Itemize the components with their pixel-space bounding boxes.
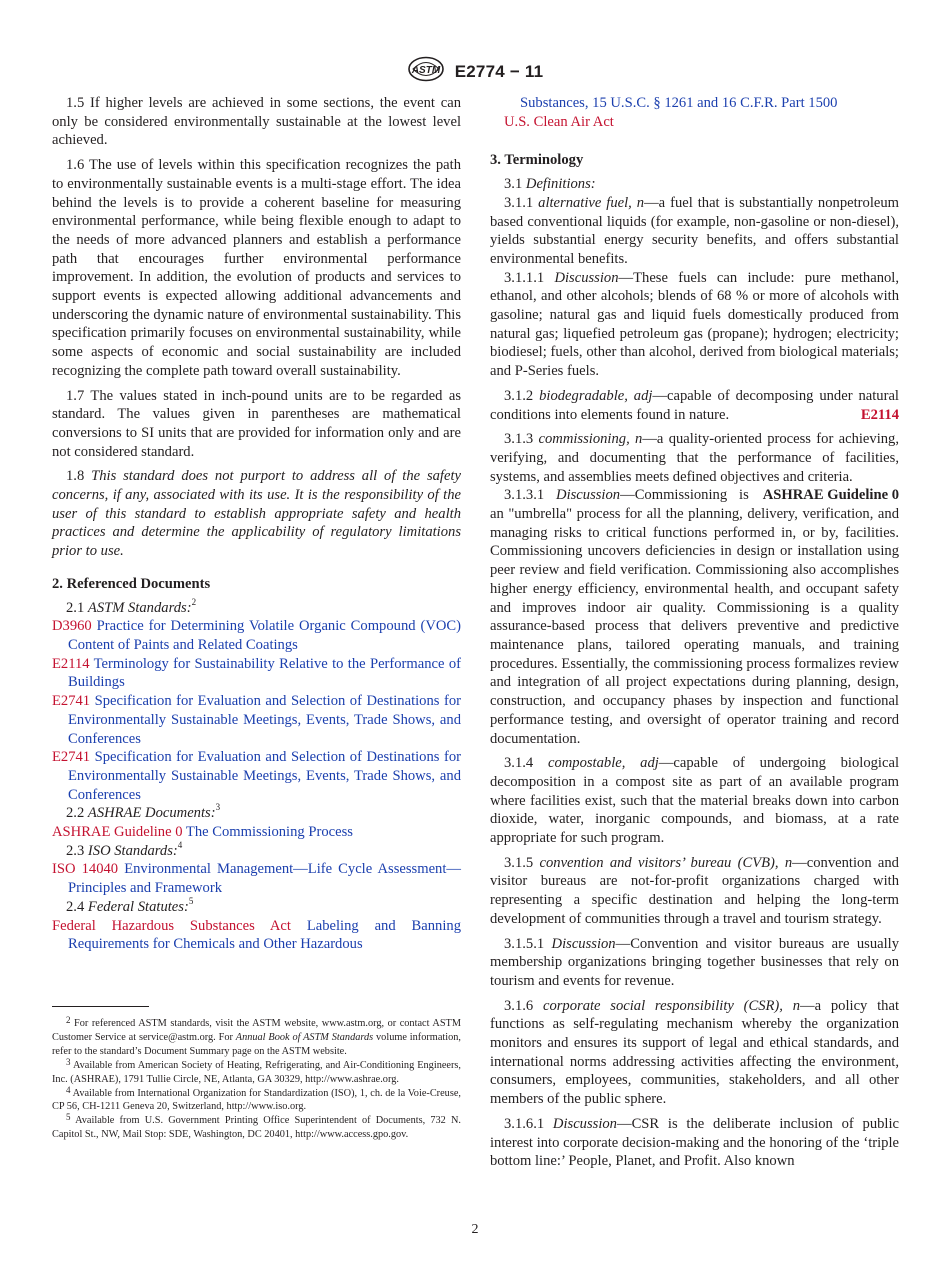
paragraph-1-5: 1.5 If higher levels are achieved in some sections, the event can only be considered environmentally sustainable at the lowest level achieved. <box>52 95 461 149</box>
footnote-2: $^2$ For referenced ASTM standards, visit the ASTM website, www.astm.org, or contact ASTM Customer Service at service@astm.org. For Annual Book of ASTM Standards volume information, refer to the standard’s Document Summary page on the ASTM website. <box>52 1015 461 1057</box>
reference-e2741-duplicate[interactable]: E2741 Specification for Evaluation and Selection of Destinations for Environmentally Sustainable Meetings, Events, Trade Shows, and Conferences <box>52 749 461 803</box>
astm-logo-icon <box>407 56 445 87</box>
paragraph-number: 1.8 <box>66 468 85 485</box>
definition-compostable: 3.1.4 compostable, adj—capable of undergoing biological decomposition in a compost site as part of an available program where facilities exist, such that the material breaks down into carbon dioxide, water, inorganic compounds, and biomass, at a rate appropriate for such program. <box>490 755 899 847</box>
svg-text:ASTM: ASTM <box>411 65 440 76</box>
reference-e2114[interactable]: E2114 Terminology for Sustainability Relative to the Performance of Buildings <box>52 655 461 691</box>
footnote-4: $^4$ Available from International Organization for Standardization (ISO), 1, ch. de la Voie-Creuse, CP 56, CH-1211 Geneva 20, Switzerland, http://www.iso.org. <box>52 1084 461 1113</box>
definition-cvb: 3.1.5 convention and visitors’ bureau (CVB), n—convention and visitor bureaus are not-for-profit organizations charged with representing a specific destination and helping the long-term development of communities through a travel and tourism strategy. <box>490 854 899 927</box>
reference-e2741[interactable]: E2741 Specification for Evaluation and Selection of Destinations for Environmentally Sustainable Meetings, Events, Trade Shows, and Conferences <box>52 693 461 747</box>
right-column <box>490 94 899 1177</box>
reference-iso-14040[interactable]: ISO 14040 Environmental Management—Life Cycle Assessment—Principles and Framework <box>52 861 461 897</box>
left-column <box>52 94 461 954</box>
reference-federal-hazardous-substances-act[interactable]: Federal Hazardous Substances Act Labeling and Banning Requirements for Chemicals and Other Hazardous <box>52 917 461 953</box>
paragraph-1-6: 1.6 The use of levels within this specification recognizes the path to environmentally sustainable events is a multi-stage effort. The idea behind the levels is to provide a coherent baseline for measuring environmental performance, while being flexible enough to adapt to the needs of more advanced planners and establish a performance path that encourages further environmental performance improvement. In addition, the evolution of products and services to support events is expected allowing additional advancements and underscoring the dynamic nature of environmental sustainability. This specification primarily focuses on environmental sustainability, while some aspects of economic and social sustainability are included recognizing the complete path toward overall sustainability. <box>52 157 461 379</box>
paragraph-1-8 <box>52 467 461 561</box>
reference-federal-hazardous-continued[interactable]: Substances, 15 U.S.C. § 1261 and 16 C.F.R. Part 1500 <box>520 95 838 111</box>
discussion-cvb: 3.1.5.1 Discussion—Convention and visitor bureaus are usually membership organizations bringing together businesses that rely on tourism and events for revenue. <box>490 935 899 989</box>
reference-d3960[interactable]: D3960 Practice for Determining Volatile Organic Compound (VOC) Content of Paints and Related Coatings <box>52 618 461 653</box>
subsection-federal-statutes: 2.4 Federal Statutes:$^5$ <box>66 895 194 915</box>
footnote-5: $^5$ Available from U.S. Government Printing Office Superintendent of Documents, 732 N. Capitol St., NW, Mail Stop: SDE, Washington, DC 20401, http://www.access.gpo.gov. <box>52 1112 461 1141</box>
page-number: 2 <box>471 1222 479 1237</box>
footnote-3: $^3$ Available from American Society of Heating, Refrigerating, and Air-Conditioning Engineers, Inc. (ASHRAE), 1791 Tullie Circle, NE, Atlanta, GA 30329, http://www.ashrae.org. <box>52 1056 461 1085</box>
reference-clean-air-act[interactable]: U.S. Clean Air Act <box>504 113 614 130</box>
subsection-definitions: 3.1 Definitions: <box>504 176 596 193</box>
reference-tag-ashrae: ASHRAE Guideline 0 <box>762 487 899 504</box>
footnote-rule <box>52 1006 149 1007</box>
discussion-commissioning: 3.1.3.1 Discussion—Commissioning is an "umbrella" process for all the planning, delivery, verification, and managing risks to critical functions performed in, or by, facilities. Commissioning uncovers deficiencies in design or installation using peer review and field verification. Commissioning also accomplishes higher energy efficiency, environmental health, and occupant safety and improves indoor air quality. Commissioning is a quality assurance-based process that delivers preventive and predictive maintenance plans, tailored operating manuals, and training procedures. Essentially, the commissioning process formalizes review and integration of all project expectations during planning, design, construction, and occupancy phases by inspection and functional performance testing, and oversight of operator training and record documentation. <box>490 487 899 747</box>
definition-commissioning: 3.1.3 commissioning, n—a quality-oriented process for achieving, verifying, and documenting that the performance of facilities, systems, and assemblies meets defined objectives and criteria. ASHRAE Guideline 0 <box>490 431 899 504</box>
section-heading-referenced-documents: 2. Referenced Documents <box>52 575 211 592</box>
section-heading-terminology: 3. Terminology <box>490 152 584 169</box>
reference-ashrae-guideline-0[interactable]: ASHRAE Guideline 0 The Commissioning Process <box>52 824 353 841</box>
subsection-ashrae-documents: 2.2 ASHRAE Documents:$^3$ <box>66 802 221 822</box>
page-header <box>0 56 950 82</box>
definition-biodegradable: 3.1.2 biodegradable, adj—capable of decomposing under natural conditions into elements found in nature. E2114 <box>490 387 899 423</box>
definition-csr: 3.1.6 corporate social responsibility (CSR), n—a policy that functions as self-regulating mechanism whereby the organization monitors and ensures its support of legal and ethical standards, and international norms addressing activities affecting the environment, consumers, employees, communities, stakeholders, and all other members of the public sphere. <box>490 997 899 1108</box>
paragraph-1-7: 1.7 The values stated in inch-pound units are to be regarded as standard. The values given in parentheses are mathematical conversions to SI units that are provided for information only and are not considered standard. <box>52 387 461 460</box>
footnotes <box>52 1017 461 1142</box>
document-designation: E2774 − 11 <box>454 61 544 81</box>
subsection-iso-standards: 2.3 ISO Standards:$^4$ <box>66 839 183 859</box>
discussion-alternative-fuel: 3.1.1.1 Discussion—These fuels can include: pure methanol, ethanol, and other alcohols; blends of 68 % or more of alcohols with gasoline; natural gas and liquid fuels domestically produced from natural gas; liquefied petroleum gas (propane); hydrogen; electricity; biodiesel; fuels, other than alcohol, derived from biological materials; and P-Series fuels. <box>490 269 899 380</box>
definition-alternative-fuel: 3.1.1 alternative fuel, n—a fuel that is substantially nonpetroleum based conventional liquids (for example, non-gasoline or non-diesel), yields substantial energy security benefits, and offers substantial environmental benefits. <box>490 194 899 267</box>
subsection-astm-standards: 2.1 ASTM Standards:$^2$ <box>66 596 197 616</box>
reference-tag-e2114[interactable]: E2114 <box>860 406 899 423</box>
safety-caveat: This standard does not purport to address all of the safety concerns, if any, associated with its use. It is the responsibility of the user of this standard to establish appropriate safety and health practices and determine the applicability of regulatory limitations prior to use. <box>52 468 461 560</box>
discussion-csr: 3.1.6.1 Discussion—CSR is the deliberate inclusion of public interest into corporate decision-making and the honoring of the ‘triple bottom line:’ People, Planet, and Profit. Also known <box>490 1115 899 1170</box>
